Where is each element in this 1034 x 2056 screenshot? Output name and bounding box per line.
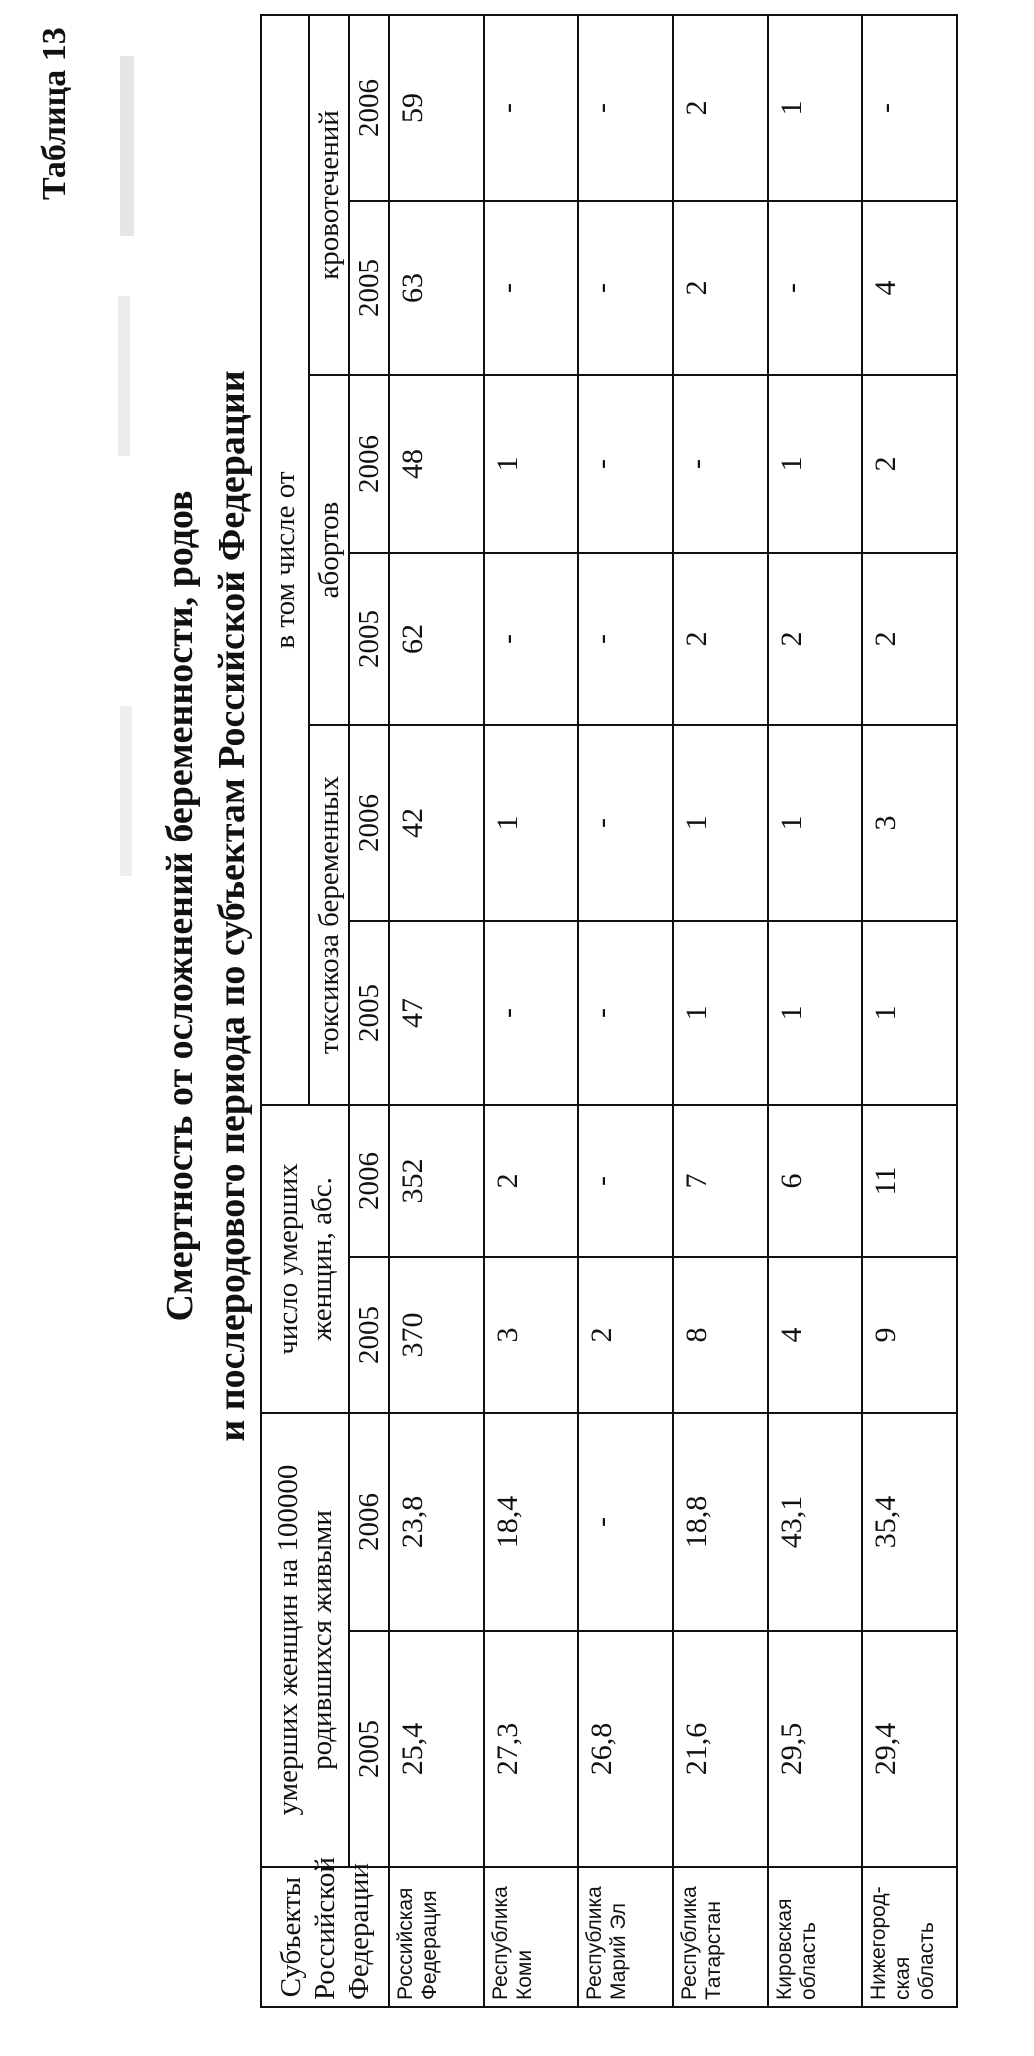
- year-header: 2005: [349, 553, 389, 725]
- value-cell: 42: [389, 725, 484, 921]
- year-header: 2005: [349, 201, 389, 375]
- title-line-1: Смертность от осложнений беременности, родов: [159, 490, 201, 1322]
- value-cell: 26,8: [578, 1631, 673, 1867]
- value-cell: 11: [862, 1105, 957, 1257]
- subject-cell: Российская Федерация: [389, 1867, 484, 2007]
- value-cell: 3: [484, 1257, 579, 1413]
- value-cell: -: [578, 1105, 673, 1257]
- year-header: 2006: [349, 15, 389, 201]
- value-cell: -: [578, 201, 673, 375]
- value-cell: 370: [389, 1257, 484, 1413]
- year-header: 2006: [349, 725, 389, 921]
- value-cell: 1: [768, 375, 863, 553]
- value-cell: 59: [389, 15, 484, 201]
- value-cell: -: [578, 921, 673, 1105]
- value-cell: 23,8: [389, 1413, 484, 1631]
- table-title: [154, 176, 258, 1636]
- value-cell: 1: [862, 921, 957, 1105]
- value-cell: 25,4: [389, 1631, 484, 1867]
- header-bleeding: кровотечений: [309, 15, 349, 375]
- header-subjects: Субъекты Российской Федерации: [261, 1867, 389, 2007]
- header-abortions: абортов: [309, 375, 349, 725]
- value-cell: 48: [389, 375, 484, 553]
- year-header: 2006: [349, 375, 389, 553]
- table-row: [768, 15, 863, 2007]
- value-cell: 7: [673, 1105, 768, 1257]
- header-rate: умерших женщин на 100000 родившихся живыми: [261, 1413, 349, 1867]
- header-toxicosis: токсикоза беременных: [309, 725, 349, 1105]
- subject-cell: Республика Татарстан: [673, 1867, 768, 2007]
- table-body: [389, 15, 957, 2007]
- value-cell: 29,5: [768, 1631, 863, 1867]
- title-line-2: и послеродового периода по субъектам Российской Федерации: [211, 370, 253, 1442]
- value-cell: 43,1: [768, 1413, 863, 1631]
- mortality-table: [260, 14, 958, 2008]
- subject-cell: Республика Марий Эл: [578, 1867, 673, 2007]
- value-cell: -: [484, 553, 579, 725]
- value-cell: 29,4: [862, 1631, 957, 1867]
- value-cell: -: [673, 375, 768, 553]
- header-including: в том числе от: [261, 15, 309, 1105]
- header-count: число умерших женщин, абс.: [261, 1105, 349, 1413]
- value-cell: 1: [673, 725, 768, 921]
- value-cell: 27,3: [484, 1631, 579, 1867]
- table-number: Таблица 13: [36, 27, 73, 200]
- value-cell: -: [484, 15, 579, 201]
- value-cell: 21,6: [673, 1631, 768, 1867]
- bleed-mark: [118, 296, 130, 456]
- value-cell: 35,4: [862, 1413, 957, 1631]
- value-cell: 47: [389, 921, 484, 1105]
- table-row: [484, 15, 579, 2007]
- value-cell: 2: [862, 553, 957, 725]
- value-cell: -: [484, 201, 579, 375]
- bleed-mark: [120, 706, 132, 876]
- value-cell: 1: [768, 725, 863, 921]
- year-header: 2005: [349, 1631, 389, 1867]
- value-cell: 18,4: [484, 1413, 579, 1631]
- subject-cell: Нижегород-ская область: [862, 1867, 957, 2007]
- value-cell: 1: [484, 725, 579, 921]
- value-cell: 352: [389, 1105, 484, 1257]
- value-cell: -: [484, 921, 579, 1105]
- value-cell: 6: [768, 1105, 863, 1257]
- value-cell: 2: [673, 15, 768, 201]
- value-cell: 1: [768, 15, 863, 201]
- value-cell: 4: [862, 201, 957, 375]
- year-header: 2006: [349, 1105, 389, 1257]
- bleed-mark: [120, 56, 134, 236]
- value-cell: 18,8: [673, 1413, 768, 1631]
- value-cell: -: [578, 725, 673, 921]
- value-cell: -: [578, 1413, 673, 1631]
- value-cell: -: [578, 15, 673, 201]
- value-cell: 1: [768, 921, 863, 1105]
- value-cell: 3: [862, 725, 957, 921]
- year-header: 2005: [349, 1257, 389, 1413]
- value-cell: 2: [768, 553, 863, 725]
- year-header-row: [349, 15, 389, 2007]
- table-row: [389, 15, 484, 2007]
- year-header: 2005: [349, 921, 389, 1105]
- value-cell: 8: [673, 1257, 768, 1413]
- value-cell: 2: [484, 1105, 579, 1257]
- value-cell: 4: [768, 1257, 863, 1413]
- value-cell: 1: [673, 921, 768, 1105]
- value-cell: 63: [389, 201, 484, 375]
- value-cell: 2: [673, 201, 768, 375]
- value-cell: 2: [862, 375, 957, 553]
- value-cell: 2: [673, 553, 768, 725]
- year-header: 2006: [349, 1413, 389, 1631]
- table-row: [862, 15, 957, 2007]
- value-cell: 2: [578, 1257, 673, 1413]
- value-cell: -: [578, 553, 673, 725]
- value-cell: -: [862, 15, 957, 201]
- subject-cell: Кировская область: [768, 1867, 863, 2007]
- value-cell: -: [578, 375, 673, 553]
- value-cell: 9: [862, 1257, 957, 1413]
- table-row: [578, 15, 673, 2007]
- value-cell: -: [768, 201, 863, 375]
- value-cell: 1: [484, 375, 579, 553]
- subject-cell: Республика Коми: [484, 1867, 579, 2007]
- value-cell: 62: [389, 553, 484, 725]
- table-row: [673, 15, 768, 2007]
